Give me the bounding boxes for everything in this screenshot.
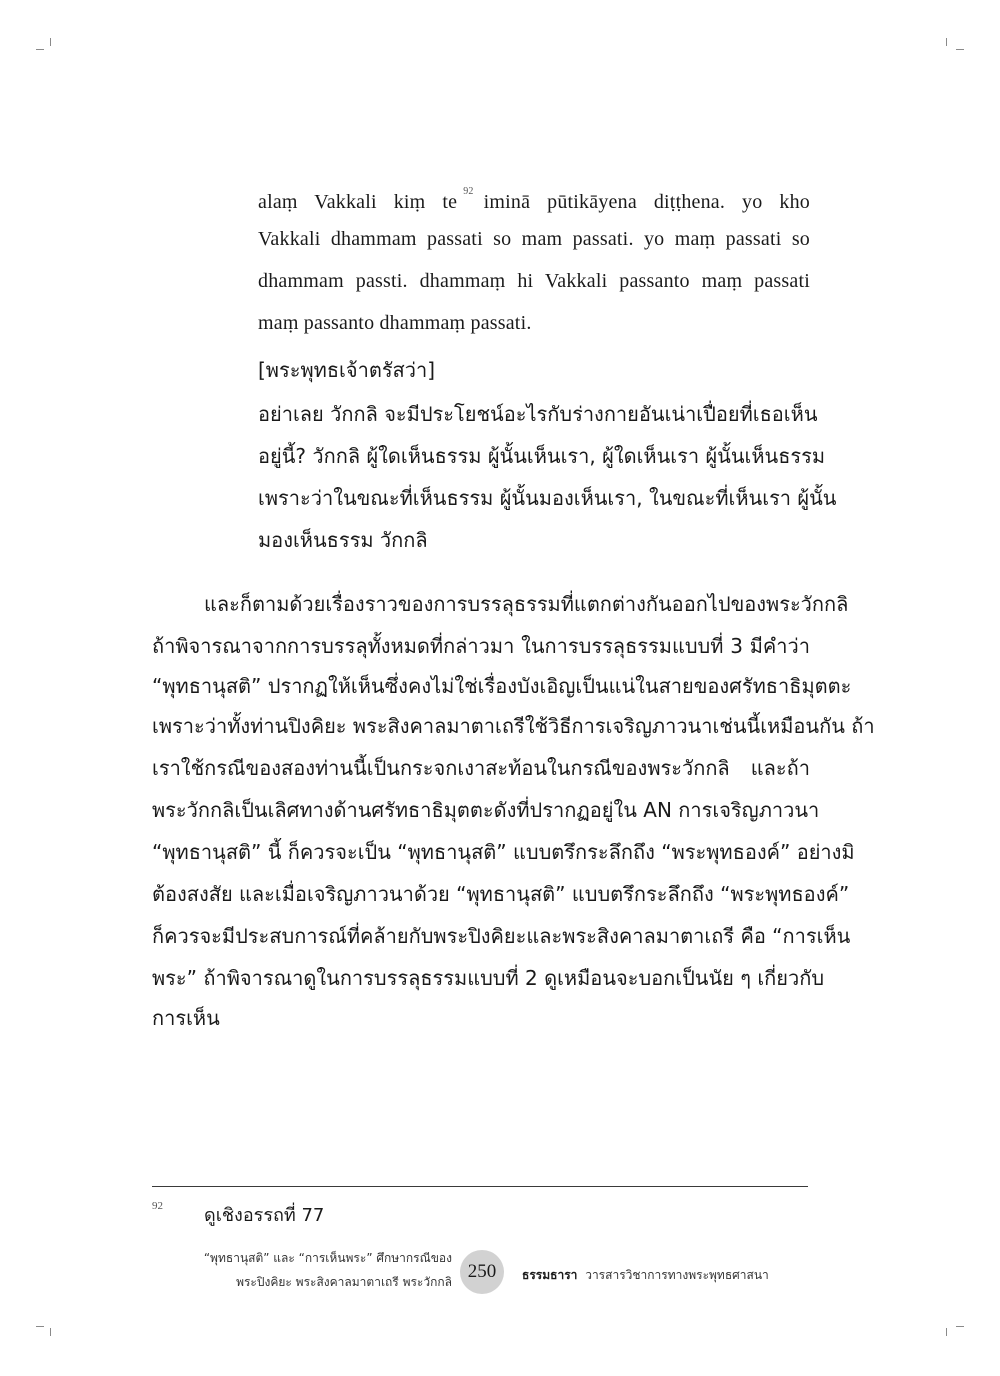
crop-mark [36,49,44,50]
pali-quote-line: alaṃ Vakkali kiṃ te $^{92}$ iminā pūtikāyena diṭṭhena. yo kho [258,186,810,213]
translation-line: อย่าเลย วักกลิ จะมีประโยชน์อะไรกับร่างกายอันเน่าเปื่อยที่เธอเห็น [258,402,818,426]
journal-title [522,1266,769,1285]
footnote-reference[interactable]: 92 [463,186,474,197]
body-line: ก็ควรจะมีประสบการณ์ที่คล้ายกับพระปิงคิยะและพระสิงคาลมาตาเถรี คือ “การเห็น [152,924,851,948]
journal-subtitle: วารสารวิชาการทางพระพุทธศาสนา [585,1268,769,1282]
speaker-label: [พระพุทธเจ้าตรัสว่า] [258,358,436,382]
crop-mark [50,1328,51,1336]
crop-mark [946,38,947,46]
body-line: “พุทธานุสติ” นี้ ก็ควรจะเป็น “พุทธานุสติ” แบบตรึกระลึกถึง “พระพุทธองค์” อย่างมิ [152,840,855,864]
pali-quote-line: dhammam passti. dhammaṃ hi Vakkali passanto maṃ passati [258,270,810,292]
running-title [204,1246,452,1294]
crop-mark [50,38,51,46]
body-line: พระ” ถ้าพิจารณาดูในการบรรลุธรรมแบบที่ 2 ดูเหมือนจะบอกเป็นนัย ๆ เกี่ยวกับ [152,966,825,990]
page-number: 250 [460,1250,504,1294]
pali-quote-line: maṃ passanto dhammaṃ passati. [258,312,532,334]
crop-mark [956,49,964,50]
body-line: พระวักกลิเป็นเลิศทางด้านศรัทธาธิมุตตะดังที่ปรากฏอยู่ใน AN การเจริญภาวนา [152,798,820,822]
pali-quote-line: Vakkali dhammam passati so mam passati. yo maṃ passati so [258,228,810,250]
body-line: เพราะว่าทั้งท่านปิงคิยะ พระสิงคาลมาตาเถรีใช้วิธีการเจริญภาวนาเช่นนี้เหมือนกัน ถ้า [152,714,875,738]
body-line: เราใช้กรณีของสองท่านนี้เป็นกระจกเงาสะท้อนในกรณีของพระวักกลิ และถ้า [152,756,810,780]
translation-line: อยู่นี้? วักกลิ ผู้ใดเห็นธรรม ผู้นั้นเห็นเรา, ผู้ใดเห็นเรา ผู้นั้นเห็นธรรม [258,444,826,468]
translation-line: เพราะว่าในขณะที่เห็นธรรม ผู้นั้นมองเห็นเรา, ในขณะที่เห็นเรา ผู้นั้น [258,486,837,510]
running-title-line: “พุทธานุสติ” และ “การเห็นพระ” ศึกษากรณีของ [203,1251,452,1265]
body-line: การเห็น [152,1006,220,1030]
journal-name: ธรรมธารา [522,1268,578,1282]
translation-line: มองเห็นธรรม วักกลิ [258,528,428,552]
body-line: “พุทธานุสติ” ปรากฏให้เห็นซึ่งคงไม่ใช่เรื่องบังเอิญเป็นแน่ในสายของศรัทธาธิมุตตะ [152,674,852,698]
body-line: และก็ตามด้วยเรื่องราวของการบรรลุธรรมที่แตกต่างกันออกไปของพระวักกลิ [204,592,849,616]
crop-mark [36,1326,44,1327]
running-title-line: พระปิงคิยะ พระสิงคาลมาตาเถรี พระวักกลิ [236,1275,452,1289]
footnote-divider [152,1186,808,1187]
crop-mark [956,1326,964,1327]
body-line: ถ้าพิจารณาจากการบรรลุทั้งหมดที่กล่าวมา ในการบรรลุธรรมแบบที่ 3 มีคำว่า [152,634,810,658]
footnote-number: 92 [152,1200,163,1212]
footnote-text: ดูเชิงอรรถที่ 77 [204,1205,325,1226]
body-line: ต้องสงสัย และเมื่อเจริญภาวนาด้วย “พุทธานุสติ” แบบตรึกระลึกถึง “พระพุทธองค์” [152,882,850,906]
crop-mark [946,1328,947,1336]
